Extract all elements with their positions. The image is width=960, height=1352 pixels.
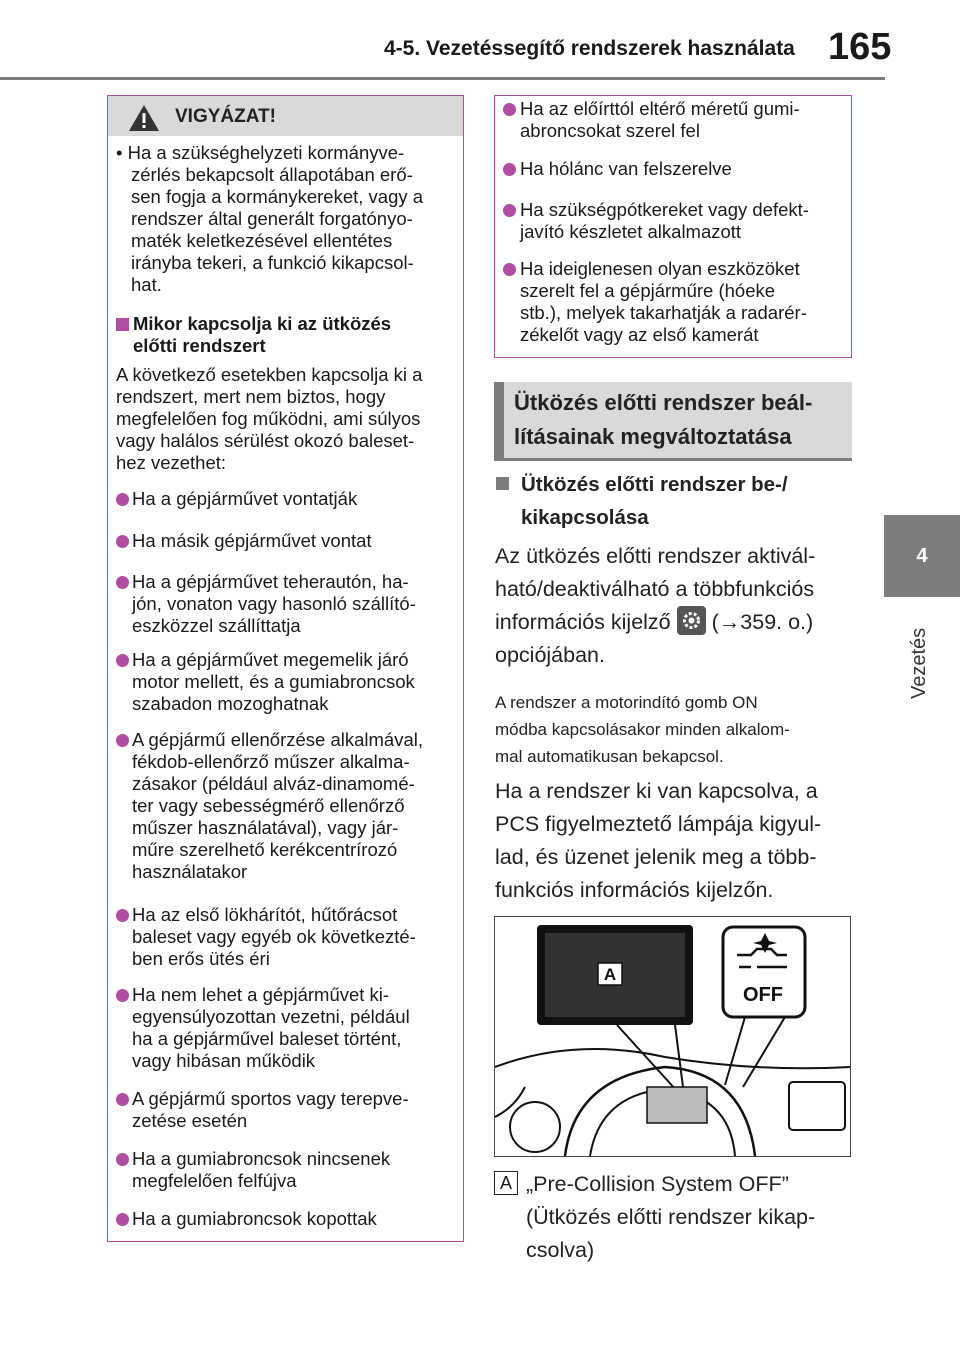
bullet-dot-icon: [116, 493, 129, 506]
list-item: Ha a gépjárművet megemelik járó motor mellett, és a gumiabroncsok szabadon mozoghatnak: [132, 649, 415, 714]
page-number: 165: [828, 26, 892, 68]
list-item: Ha a gumiabroncsok nincsenek megfelelően felfújva: [132, 1148, 391, 1191]
paragraph-2: Ha a rendszer ki van kapcsolva, a PCS figyelmeztető lámpája kigyul- lad, és üzenet jelenik meg a több- funkciós információs kijelzőn.: [495, 779, 822, 902]
section-heading-text: Ütközés előtti rendszer beál- lításainak megváltoztatása: [514, 390, 813, 449]
section-heading-rule: [494, 458, 852, 461]
paragraph-1: Az ütközés előtti rendszer aktivál- ható/deaktiválható a többfunkciós információs kijelző (→359. o.) opciójában.: [495, 544, 816, 667]
warning-subtitle: Mikor kapcsolja ki az ütközés előtti rendszert: [133, 313, 392, 356]
bullet-dot-icon: [116, 576, 129, 589]
list-item: Ha hólánc van felszerelve: [520, 158, 732, 179]
dashboard-drawing: [495, 917, 850, 1156]
warning-title: VIGYÁZAT!: [175, 106, 276, 127]
bullet-dot-icon: [116, 1153, 129, 1166]
caption-label: A: [494, 1171, 518, 1195]
chapter-tab-number: 4: [884, 515, 960, 597]
caption-text: „Pre-Collision System OFF” (Ütközés előtti rendszer kikap- csolva): [526, 1172, 816, 1262]
bullet-dot-icon: [116, 734, 129, 747]
bullet-dot-icon: [116, 535, 129, 548]
list-item: A gépjármű ellenőrzése alkalmával, fékdob-ellenőrző műszer alkalma- zásakor (például alváz-dinamomé- ter vagy sebességmérő ellenőrző műszer használatával), vagy jár- műre szerelhető kerékcentrírozó használatakor: [132, 729, 424, 882]
bullet-dot-icon: [116, 654, 129, 667]
bullet-dot-icon: [503, 103, 516, 116]
header-rule: [0, 77, 885, 80]
section-heading-bar: [494, 382, 504, 458]
list-item: Ha másik gépjárművet vontat: [132, 530, 372, 551]
list-item: Ha a gépjárművet teherautón, ha- jón, vonaton vagy hasonló szállító- eszközzel szállíttatja: [132, 571, 416, 636]
dashboard-illustration: [494, 916, 851, 1157]
off-indicator-text: OFF: [743, 984, 783, 1006]
list-item: Ha ideiglenesen olyan eszközöket szerelt fel a gépjárműre (hóeke stb.), melyek takarhatják a radarér- zékelőt vagy az első kamerát: [520, 258, 807, 345]
square-bullet-icon: [496, 477, 509, 490]
list-item: Ha nem lehet a gépjárművet ki- egyensúlyozottan vezetni, például ha a gépjárművel baleset történt, vagy hibásan működik: [132, 984, 410, 1071]
square-bullet-icon: [116, 318, 129, 331]
warning-triangle-icon: [128, 104, 160, 132]
list-item: Ha az előírttól eltérő méretű gumi- abroncsokat szerel fel: [520, 98, 800, 141]
display-label-a: A: [603, 965, 617, 984]
bullet-dot-icon: [503, 263, 516, 276]
list-item: Ha az első lökhárítót, hűtőrácsot baleset vagy egyéb ok következté- ben erős ütés éri: [132, 904, 416, 969]
section-heading: [494, 382, 852, 458]
bullet-dot-icon: [116, 909, 129, 922]
warning-subtext: A következő esetekben kapcsolja ki a rendszert, mert nem biztos, hogy megfelelően fog működni, ami súlyos vagy halálos sérülést okozó baleset- hez vezethet:: [116, 364, 423, 473]
settings-gear-icon: [677, 606, 706, 635]
list-item: Ha a gumiabroncsok kopottak: [132, 1208, 377, 1229]
list-item: Ha a gépjárművet vontatják: [132, 488, 358, 509]
list-item: A gépjármű sportos vagy terepve- zetése esetén: [132, 1088, 409, 1131]
bullet-dot-icon: [116, 989, 129, 1002]
bullet-dot-icon: [116, 1213, 129, 1226]
subheading: Ütközés előtti rendszer be-/ kikapcsolása: [521, 473, 788, 529]
chapter-title: 4-5. Vezetéssegítő rendszerek használata: [384, 37, 795, 60]
list-item: Ha szükségpótkereket vagy defekt- javító készletet alkalmazott: [520, 199, 809, 242]
chapter-tab: [884, 597, 960, 717]
bullet-dot-icon: [116, 1093, 129, 1106]
warning-header: [108, 96, 463, 136]
bullet-dot-icon: [503, 163, 516, 176]
warning-intro: • Ha a szükséghelyzeti kormányve- zérlés bekapcsolt állapotában erő- sen fogja a kormánykereket, vagy a rendszer által generált forgatónyo- maték keletkezésével ellentétes irányba tekeri, a funkció kikapcsol- hat.: [116, 142, 424, 295]
chapter-tab-label: Vezetés: [908, 627, 930, 699]
bullet-dot-icon: [503, 204, 516, 217]
note-text: A rendszer a motorindító gomb ON módba kapcsolásakor minden alkalom- mal automatikusan bekapcsol.: [495, 693, 790, 766]
